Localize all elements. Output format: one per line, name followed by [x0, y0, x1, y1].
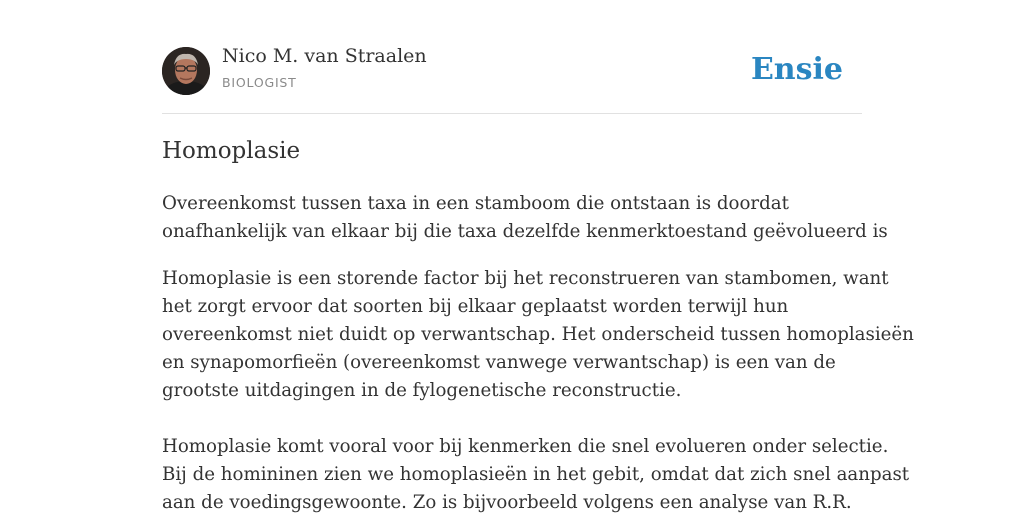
article-title: Homoplasie [162, 138, 301, 164]
body-line: en synapomorfieën (overeenkomst vanwege verwantschap) is een van de [162, 352, 836, 373]
article-definition [162, 190, 888, 246]
body-line: Homoplasie komt vooral voor bij kenmerken die snel evolueren onder selectie. [162, 436, 889, 457]
author-role: BIOLOGIST [222, 75, 297, 90]
article-body [162, 265, 914, 517]
brand-logo[interactable]: Ensie [750, 52, 843, 87]
author-name[interactable]: Nico M. van Straalen [222, 45, 427, 67]
body-line: overeenkomst niet duidt op verwantschap. Het onderscheid tussen homoplasieën [162, 324, 914, 345]
body-paragraph [162, 265, 914, 405]
body-line: grootste uitdagingen in de fylogenetische reconstructie. [162, 380, 682, 401]
definition-line: onafhankelijk van elkaar bij die taxa dezelfde kenmerktoestand geëvolueerd is [162, 221, 888, 242]
author-avatar[interactable] [162, 47, 210, 95]
article-page [162, 0, 914, 513]
body-line: het zorgt ervoor dat soorten bij elkaar geplaatst worden terwijl hun [162, 296, 789, 317]
body-line: Bij de homininen zien we homoplasieën in het gebit, omdat dat zich snel aanpast [162, 464, 910, 485]
body-line: aan de voedingsgewoonte. Zo is bijvoorbeeld volgens een analyse van R.R. [162, 492, 852, 513]
author-header [162, 0, 862, 114]
body-line: Homoplasie is een storende factor bij het reconstrueren van stambomen, want [162, 268, 889, 289]
definition-line: Overeenkomst tussen taxa in een stamboom die ontstaan is doordat [162, 193, 789, 214]
body-paragraph [162, 433, 910, 517]
